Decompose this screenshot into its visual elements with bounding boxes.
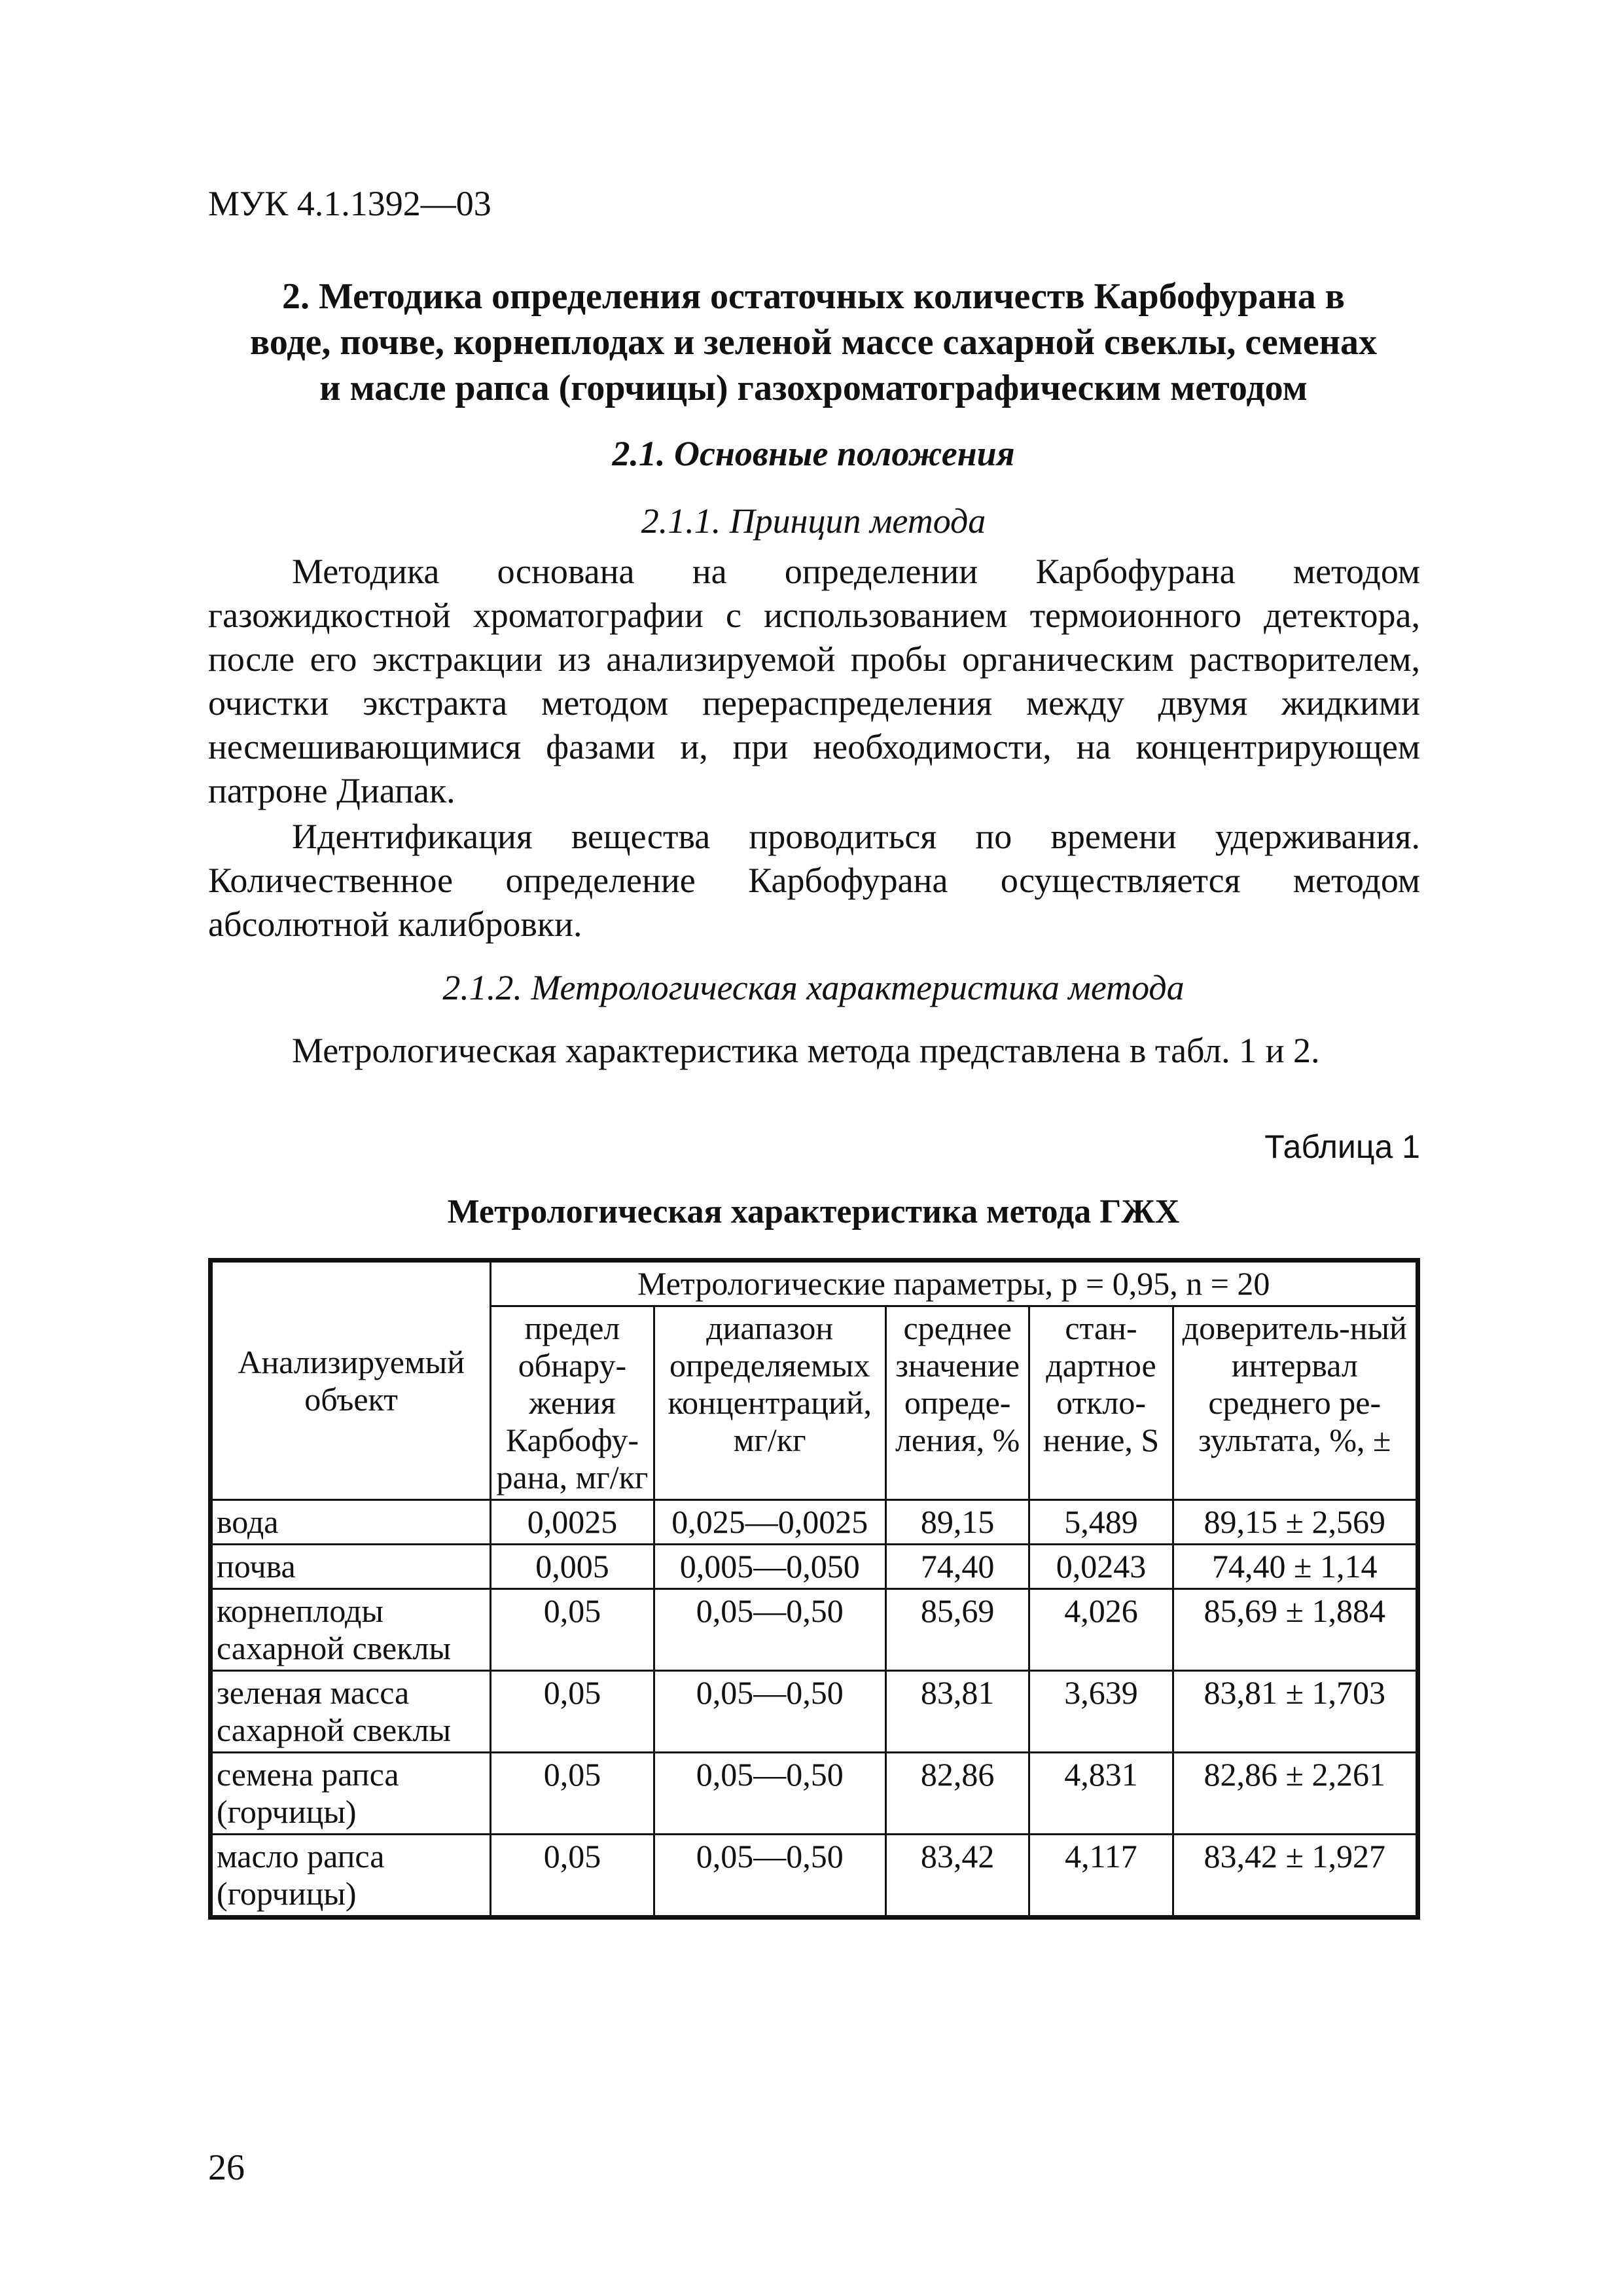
- cell-object: вода: [211, 1500, 491, 1545]
- document-code: МУК 4.1.1392—03: [208, 184, 491, 223]
- cell-confidence: 85,69 ± 1,884: [1173, 1589, 1418, 1671]
- section-title-line: 2. Методика определения остаточных количеств Карбофурана в: [282, 276, 1345, 317]
- cell-mean: 89,15: [885, 1500, 1029, 1545]
- cell-stddev: 4,026: [1029, 1589, 1173, 1671]
- cell-object: масло рапса (горчицы): [211, 1835, 491, 1918]
- header-mean-value: среднее значение опреде-ления, %: [885, 1306, 1029, 1500]
- identification-text: Идентификация вещества проводиться по времени удерживания. Количественное определение Карбофурана осуществляется методом абсолютной калибровки.: [208, 817, 1420, 944]
- cell-confidence: 83,81 ± 1,703: [1173, 1671, 1418, 1753]
- cell-stddev: 4,831: [1029, 1753, 1173, 1835]
- cell-mean: 85,69: [885, 1589, 1029, 1671]
- table-row: [211, 1589, 1418, 1671]
- cell-detection-limit: 0,05: [491, 1589, 654, 1671]
- cell-detection-limit: 0,0025: [491, 1500, 654, 1545]
- table-row: [211, 1500, 1418, 1545]
- header-analyzed-object: Анализируемый объект: [211, 1261, 491, 1500]
- metrology-text: Метрологическая характеристика метода представлена в табл. 1 и 2.: [292, 1031, 1320, 1070]
- cell-mean: 82,86: [885, 1753, 1029, 1835]
- table-row: [211, 1545, 1418, 1589]
- cell-range: 0,05—0,50: [654, 1835, 885, 1918]
- table-header-row: [211, 1261, 1418, 1306]
- cell-range: 0,05—0,50: [654, 1589, 885, 1671]
- metrology-heading: 2.1.2. Метрологическая характеристика метода: [442, 968, 1185, 1007]
- principle-heading: 2.1.1. Принцип метода: [641, 501, 986, 541]
- header-metrological-params: Метрологические параметры, р = 0,95, n = 20: [491, 1261, 1418, 1306]
- subsection-title: 2.1. Основные положения: [612, 434, 1015, 473]
- cell-stddev: 4,117: [1029, 1835, 1173, 1918]
- header-detection-limit: предел обнару-жения Карбофу-рана, мг/кг: [491, 1306, 654, 1500]
- cell-mean: 83,81: [885, 1671, 1029, 1753]
- cell-mean: 83,42: [885, 1835, 1029, 1918]
- identification-paragraph: [208, 815, 1420, 946]
- cell-mean: 74,40: [885, 1545, 1029, 1589]
- cell-confidence: 83,42 ± 1,927: [1173, 1835, 1418, 1918]
- cell-stddev: 0,0243: [1029, 1545, 1173, 1589]
- cell-range: 0,05—0,50: [654, 1753, 885, 1835]
- cell-object: почва: [211, 1545, 491, 1589]
- cell-detection-limit: 0,05: [491, 1753, 654, 1835]
- cell-stddev: 3,639: [1029, 1671, 1173, 1753]
- page-number: 26: [208, 2147, 245, 2188]
- principle-paragraph: [208, 550, 1420, 813]
- table-row: [211, 1753, 1418, 1835]
- header-concentration-range: диапазон определяемых концентраций, мг/кг: [654, 1306, 885, 1500]
- principle-text: Методика основана на определении Карбофурана методом газожидкостной хроматографии с использованием термоионного детектора, после его экстракции из анализируемой пробы органическим растворителем, очистки экстракта методом перераспределения между двумя жидкими несмешивающимися фазами и, при необходимости, на концентрирующем патроне Диапак.: [208, 552, 1420, 810]
- cell-detection-limit: 0,05: [491, 1671, 654, 1753]
- cell-object: корнеплоды сахарной свеклы: [211, 1589, 491, 1671]
- cell-range: 0,025—0,0025: [654, 1500, 885, 1545]
- table-row: [211, 1835, 1418, 1918]
- header-standard-deviation: стан-дартное откло-нение, S: [1029, 1306, 1173, 1500]
- cell-confidence: 74,40 ± 1,14: [1173, 1545, 1418, 1589]
- table-row: [211, 1671, 1418, 1753]
- cell-detection-limit: 0,05: [491, 1835, 654, 1918]
- section-title: [208, 274, 1419, 411]
- section-title-line: и масле рапса (горчицы) газохроматографическим методом: [319, 368, 1308, 408]
- cell-confidence: 82,86 ± 2,261: [1173, 1753, 1418, 1835]
- cell-range: 0,005—0,050: [654, 1545, 885, 1589]
- table-title: Метрологическая характеристика метода ГЖХ: [447, 1193, 1180, 1230]
- cell-stddev: 5,489: [1029, 1500, 1173, 1545]
- cell-object: семена рапса (горчицы): [211, 1753, 491, 1835]
- table-label: Таблица 1: [1264, 1128, 1420, 1165]
- header-confidence-interval: доверитель-ный интервал среднего ре-зультата, %, ±: [1173, 1306, 1418, 1500]
- cell-confidence: 89,15 ± 2,569: [1173, 1500, 1418, 1545]
- cell-range: 0,05—0,50: [654, 1671, 885, 1753]
- cell-object: зеленая масса сахарной свеклы: [211, 1671, 491, 1753]
- section-title-line: воде, почве, корнеплодах и зеленой массе сахарной свеклы, семенах: [249, 322, 1378, 363]
- metrology-paragraph: [208, 1029, 1420, 1073]
- cell-detection-limit: 0,005: [491, 1545, 654, 1589]
- metrology-table: [208, 1258, 1420, 1920]
